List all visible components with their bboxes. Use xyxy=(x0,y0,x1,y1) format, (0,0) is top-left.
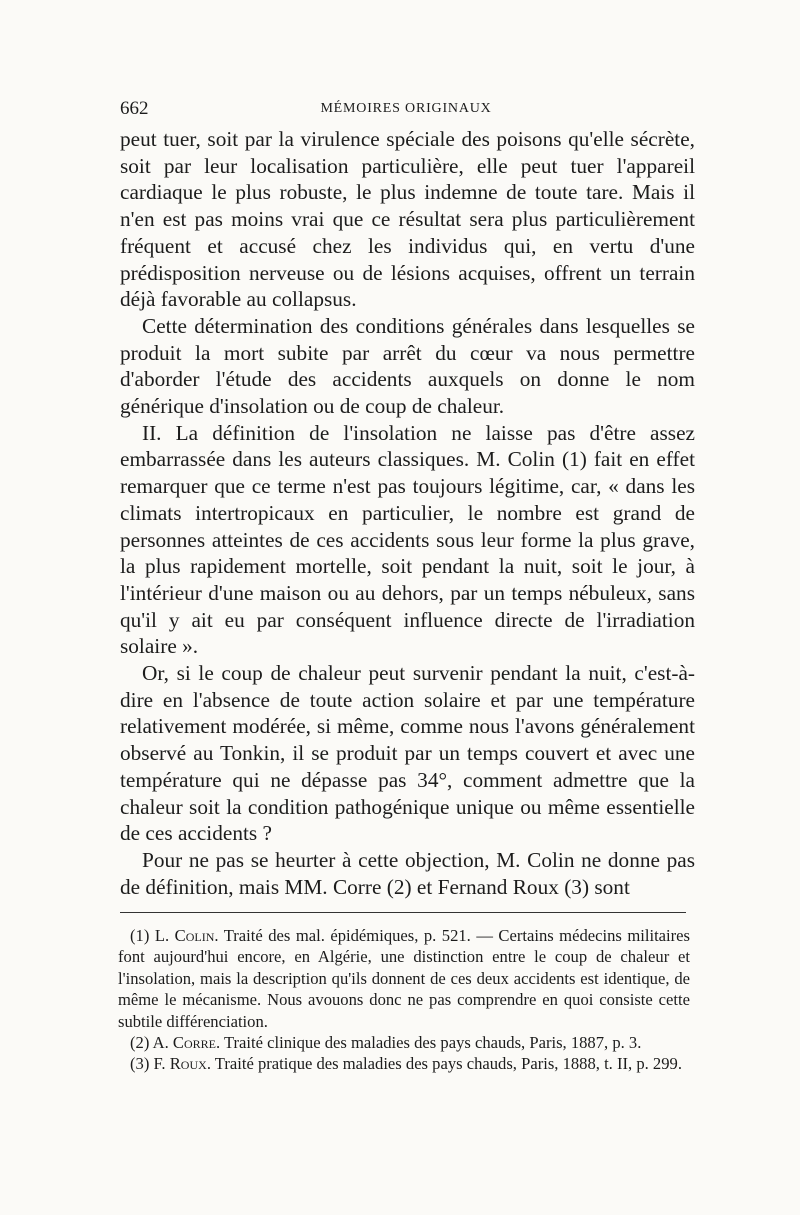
footnote-text: . Traité des mal. épidémiques, p. 521. — Certains médecins militaires font aujourd'hui encore, en Algérie, une distinction entre le coup de chaleur et l'insolation, mais la description qu'ils donnent de ces deux accidents est identique, de même le mécanisme. Nous avouons donc ne pas comprendre en quoi consiste cette subtile différenciation. xyxy=(118,926,691,1031)
footnote xyxy=(118,1053,690,1074)
footnote-author: Colin xyxy=(174,926,215,945)
footnote-rule xyxy=(120,912,686,913)
footnotes xyxy=(118,925,690,1075)
running-head: MÉMOIRES ORIGINAUX xyxy=(320,101,492,116)
page-number: 662 xyxy=(120,98,149,119)
footnote-author: Corre xyxy=(172,1033,216,1053)
footnote-author: Roux xyxy=(169,1054,207,1074)
footnote-marker: (2) xyxy=(130,1033,150,1053)
paragraph-determination: Cette détermination des conditions générales dans lesquelles se produit la mort subite par arrêt du cœur va nous permettre d'aborder l'étude des accidents auxquels on donne le nom générique d'insolation ou de coup de chaleur. xyxy=(120,313,695,419)
page-header xyxy=(120,98,692,122)
footnote-initial: A. xyxy=(152,1033,169,1053)
paragraph-section-ii: II. La définition de l'insolation ne laisse pas d'être assez embarrassée dans les auteurs classiques. M. Colin (1) fait en effet remarquer que ce terme n'est pas toujours légitime, car, « dans les climats intertropicaux en particulier, le nombre est grand de personnes atteintes de ces accidents sous leur forme la plus grave, la plus rapidement mortelle, soit pendant la nuit, soit le jour, à l'intérieur d'une maison ou au dehors, par un temps nébuleux, sans qu'il y ait eu par conséquent influence directe de l'irradiation solaire ». xyxy=(120,420,695,659)
footnote-initial: F. xyxy=(153,1054,166,1074)
footnote-text: . Traité clinique des maladies des pays chauds, Paris, 1887, p. 3. xyxy=(215,1033,642,1053)
footnote-marker: (3) xyxy=(130,1054,150,1074)
footnote-initial: L. xyxy=(154,926,170,945)
footnote-text: . Traité pratique des maladies des pays chauds, Paris, 1888, t. II, p. 299. xyxy=(206,1054,682,1074)
paragraph-objection: Pour ne pas se heurter à cette objection, M. Colin ne donne pas de définition, mais MM. Corre (2) et Fernand Roux (3) sont xyxy=(120,847,695,899)
footnote-marker: (1) xyxy=(130,926,150,945)
footnote xyxy=(118,1032,690,1053)
body-text xyxy=(120,126,695,900)
footnote xyxy=(118,925,690,1032)
paragraph-tonkin: Or, si le coup de chaleur peut survenir pendant la nuit, c'est-à-dire en l'absence de toute action solaire et par une température relativement modérée, si même, comme nous l'avons généralement observé au Tonkin, il se produit par un temps couvert et avec une température qui ne dépasse pas 34°, comment admettre que la chaleur soit la condition pathogénique unique ou même essentielle de ces accidents ? xyxy=(120,661,695,846)
paragraph-continuation: peut tuer, soit par la virulence spéciale des poisons qu'elle sécrète, soit par leur localisation particulière, elle peut tuer l'appareil cardiaque le plus robuste, le plus indemne de toute tare. Mais il n'en est pas moins vrai que ce résultat sera plus particulièrement fréquent et accusé chez les individus qui, en vertu d'une prédisposition nerveuse ou de lésions acquises, offrent un terrain déjà favorable au collapsus. xyxy=(120,127,695,312)
